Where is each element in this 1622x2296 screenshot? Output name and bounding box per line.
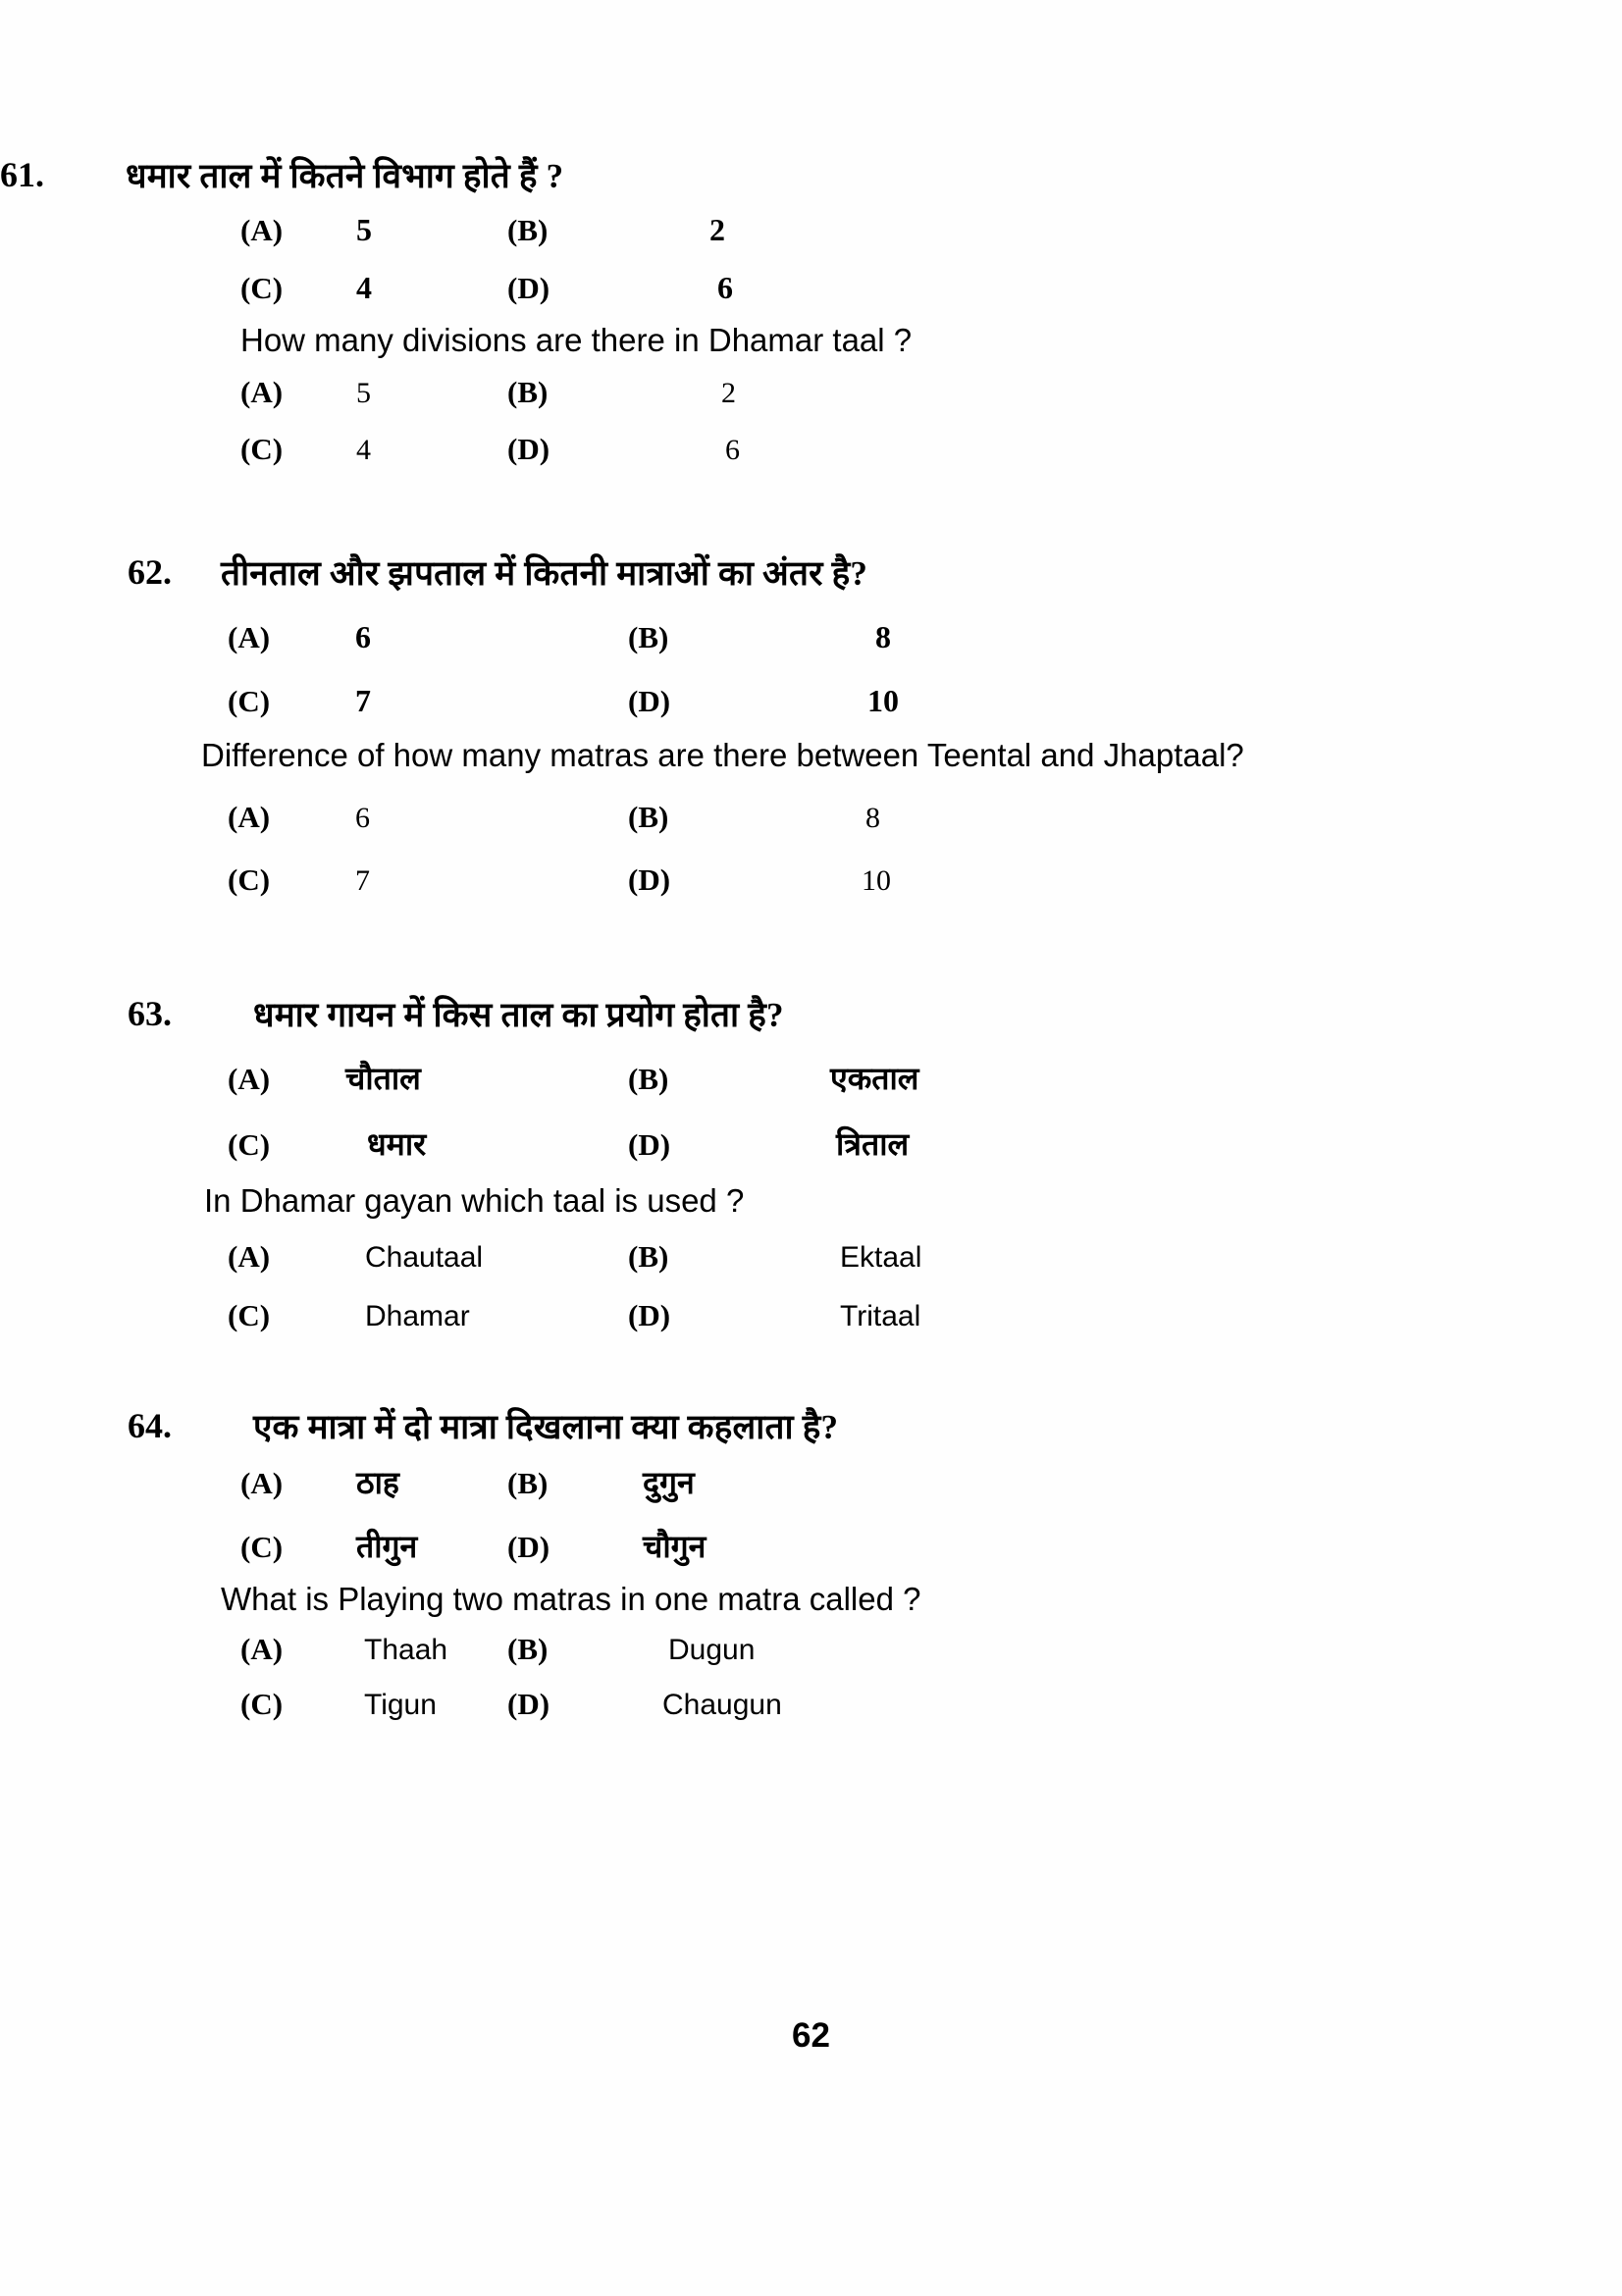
option-value-b: 8: [875, 619, 891, 655]
option-label-c: (C): [240, 432, 284, 467]
options-english-62: [0, 800, 1622, 898]
question-block-62: [0, 554, 1622, 898]
option-label-d: (D): [628, 1127, 671, 1163]
option-row: [0, 862, 1622, 898]
question-stem-hindi: धमार ताल में कितने विभाग होते हैं ?: [126, 157, 564, 195]
option-label-b: (B): [507, 1632, 549, 1667]
option-d-hindi[interactable]: [507, 270, 733, 306]
option-row: [0, 683, 1622, 719]
option-row: [0, 1461, 1622, 1503]
option-value-b: एकताल: [830, 1061, 919, 1097]
question-stem-hindi: धमार गायन में किस ताल का प्रयोग होता है?: [253, 996, 784, 1034]
option-label-d: (D): [507, 1687, 550, 1722]
question-stem-hindi-row: [0, 996, 1622, 1035]
option-value-b: Ektaal: [840, 1241, 922, 1275]
option-value-c: तीगुन: [356, 1529, 418, 1565]
option-label-b: (B): [628, 1239, 669, 1275]
option-b-hindi[interactable]: [628, 1057, 919, 1099]
option-value-a: Chautaal: [365, 1241, 484, 1275]
question-stem-hindi: तीनताल और झपताल में कितनी मात्राओं का अंतर है?: [221, 554, 868, 593]
option-label-a: (A): [240, 1632, 284, 1667]
option-c-hindi[interactable]: [0, 270, 507, 306]
option-label-d: (D): [507, 1530, 550, 1565]
option-a-hindi[interactable]: [0, 1461, 507, 1503]
option-value-c: Dhamar: [365, 1300, 470, 1333]
question-stem-english-row: [0, 322, 1622, 359]
option-d-hindi[interactable]: [628, 683, 899, 719]
option-value-a: 6: [355, 619, 371, 655]
question-stem-hindi-row: [0, 554, 1622, 594]
option-a-hindi[interactable]: [0, 1057, 628, 1099]
option-a-english[interactable]: [0, 375, 507, 410]
option-c-english[interactable]: [0, 1687, 507, 1722]
option-a-hindi[interactable]: [0, 619, 628, 655]
option-value-c: 7: [355, 864, 370, 898]
option-row: [0, 1632, 1622, 1667]
option-b-hindi[interactable]: [628, 619, 891, 655]
option-row: [0, 212, 1622, 248]
option-label-b: (B): [507, 213, 549, 248]
question-stem-english-row: [0, 1581, 1622, 1618]
option-row: [0, 1525, 1622, 1567]
option-label-a: (A): [228, 620, 271, 655]
page-number: 62: [792, 2016, 830, 2055]
option-value-a: 5: [356, 212, 372, 248]
option-d-english[interactable]: [628, 1298, 920, 1333]
options-hindi-64: [0, 1461, 1622, 1567]
option-value-d: चौगुन: [643, 1529, 706, 1565]
option-d-hindi[interactable]: [628, 1122, 909, 1165]
question-stem-english-row: [0, 1182, 1622, 1220]
option-value-d: त्रिताल: [836, 1126, 910, 1163]
question-stem-english: Difference of how many matras are there between Teental and Jhaptaal?: [201, 737, 1244, 774]
option-label-b: (B): [628, 800, 669, 835]
option-label-a: (A): [240, 375, 284, 410]
option-d-english[interactable]: [507, 432, 740, 467]
question-stem-hindi-row: [0, 1408, 1622, 1447]
option-value-d: 10: [862, 864, 891, 898]
option-label-d: (D): [507, 271, 550, 306]
option-a-hindi[interactable]: [0, 212, 507, 248]
options-hindi-61: [0, 212, 1622, 306]
question-number: 61.: [0, 155, 44, 194]
question-block-64: [0, 1408, 1622, 1722]
option-value-d: 6: [717, 270, 733, 306]
question-stem-english: How many divisions are there in Dhamar taal ?: [240, 322, 913, 359]
option-label-c: (C): [240, 1687, 284, 1722]
option-value-d: 6: [725, 434, 740, 467]
option-value-b: Dugun: [668, 1634, 756, 1667]
option-a-english[interactable]: [0, 1632, 507, 1667]
option-label-c: (C): [228, 684, 271, 719]
option-c-hindi[interactable]: [0, 1122, 628, 1165]
option-value-d: Chaugun: [662, 1689, 782, 1722]
option-a-english[interactable]: [0, 800, 628, 835]
option-label-d: (D): [628, 684, 671, 719]
option-c-hindi[interactable]: [0, 683, 628, 719]
option-row: [0, 270, 1622, 306]
option-label-d: (D): [628, 1298, 671, 1333]
options-english-64: [0, 1632, 1622, 1722]
option-value-c: 4: [356, 270, 372, 306]
question-stem-english: What is Playing two matras in one matra called ?: [221, 1581, 921, 1618]
option-a-english[interactable]: [0, 1239, 628, 1275]
question-stem-hindi: एक मात्रा में दो मात्रा दिखलाना क्या कहलाता है?: [253, 1408, 839, 1446]
question-number: 64.: [128, 1406, 172, 1445]
option-label-c: (C): [228, 1298, 271, 1333]
option-label-d: (D): [507, 432, 550, 467]
option-label-a: (A): [228, 1062, 271, 1097]
option-c-english[interactable]: [0, 1298, 628, 1333]
option-b-english[interactable]: [507, 1632, 755, 1667]
options-hindi-63: [0, 1057, 1622, 1165]
option-value-a: Thaah: [364, 1634, 448, 1667]
option-row: [0, 1122, 1622, 1165]
option-value-d: Tritaal: [840, 1300, 921, 1333]
option-label-a: (A): [228, 800, 271, 835]
option-label-a: (A): [228, 1239, 271, 1275]
option-value-b: 2: [721, 377, 736, 410]
option-value-a: 5: [356, 377, 371, 410]
option-row: [0, 375, 1622, 410]
option-row: [0, 432, 1622, 467]
option-value-c: धमार: [367, 1126, 427, 1163]
option-value-a: 6: [355, 802, 370, 835]
option-label-a: (A): [240, 213, 284, 248]
option-row: [0, 619, 1622, 655]
option-row: [0, 1298, 1622, 1333]
option-label-b: (B): [507, 1466, 549, 1501]
option-value-d: 10: [867, 683, 899, 719]
option-d-english[interactable]: [628, 862, 891, 898]
option-row: [0, 1239, 1622, 1275]
option-value-b: 2: [709, 212, 725, 248]
option-value-c: Tigun: [364, 1689, 437, 1722]
option-b-english[interactable]: [628, 800, 880, 835]
options-hindi-62: [0, 619, 1622, 719]
option-b-english[interactable]: [628, 1239, 921, 1275]
question-block-61: [0, 157, 1622, 467]
option-row: [0, 800, 1622, 835]
options-english-61: [0, 375, 1622, 467]
option-b-english[interactable]: [507, 375, 736, 410]
option-label-b: (B): [507, 375, 549, 410]
option-label-c: (C): [240, 271, 284, 306]
option-value-b: दुगुन: [643, 1465, 695, 1501]
options-english-63: [0, 1239, 1622, 1333]
option-value-a: चौताल: [345, 1061, 421, 1097]
question-stem-english: In Dhamar gayan which taal is used ?: [204, 1182, 745, 1220]
option-label-b: (B): [628, 1062, 669, 1097]
question-block-63: [0, 996, 1622, 1333]
option-c-english[interactable]: [0, 862, 628, 898]
option-c-hindi[interactable]: [0, 1525, 507, 1567]
question-number: 62.: [128, 552, 172, 592]
option-value-b: 8: [865, 802, 880, 835]
option-row: [0, 1057, 1622, 1099]
option-value-c: 4: [356, 434, 371, 467]
option-label-a: (A): [240, 1466, 284, 1501]
option-row: [0, 1687, 1622, 1722]
option-d-english[interactable]: [507, 1687, 782, 1722]
option-label-c: (C): [228, 1127, 271, 1163]
option-d-hindi[interactable]: [507, 1525, 706, 1567]
option-value-c: 7: [355, 683, 371, 719]
option-b-hindi[interactable]: [507, 212, 725, 248]
option-label-b: (B): [628, 620, 669, 655]
option-label-d: (D): [628, 862, 671, 898]
option-b-hindi[interactable]: [507, 1461, 695, 1503]
option-label-c: (C): [240, 1530, 284, 1565]
question-stem-english-row: [0, 737, 1622, 774]
option-label-c: (C): [228, 862, 271, 898]
option-value-a: ठाह: [356, 1465, 399, 1501]
option-c-english[interactable]: [0, 432, 507, 467]
question-stem-hindi-row: [0, 157, 1622, 196]
question-number: 63.: [128, 994, 172, 1033]
